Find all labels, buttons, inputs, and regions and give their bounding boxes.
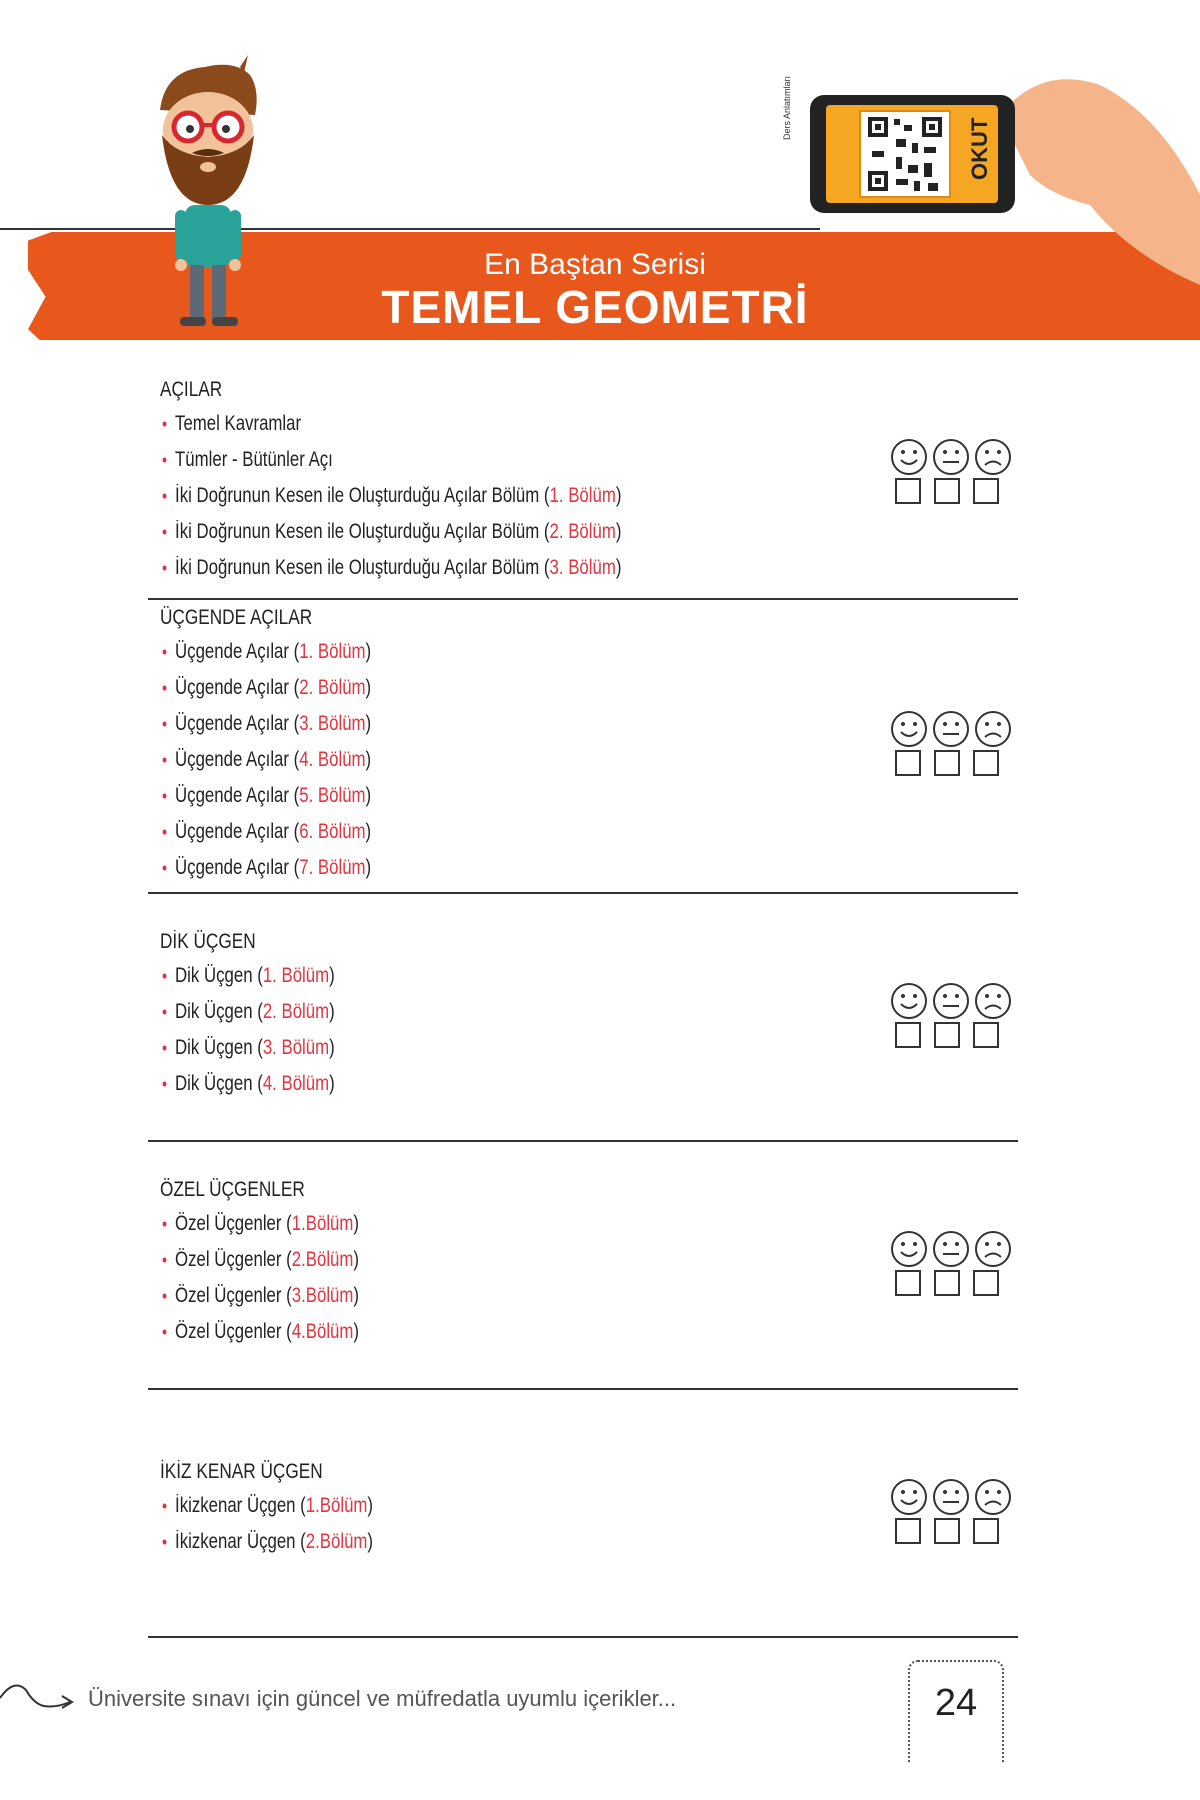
bullet: • — [162, 1074, 168, 1094]
list-item: • Özel Üçgenler (2.Bölüm) — [162, 1248, 359, 1271]
section-title: İKİZ KENAR ÜÇGEN — [160, 1460, 323, 1483]
rating-faces — [890, 982, 1018, 1020]
section-dik-ucgen — [148, 894, 1018, 1142]
bullet: • — [162, 714, 168, 734]
list-item: • Dik Üçgen (2. Bölüm) — [162, 1000, 335, 1023]
sad-face-icon — [974, 1478, 1012, 1516]
rating-faces — [890, 1478, 1018, 1516]
neutral-checkbox[interactable] — [934, 1022, 960, 1048]
rating-checkboxes — [895, 478, 1018, 504]
rating-checkboxes — [895, 1022, 1018, 1048]
mascot-illustration — [140, 55, 280, 330]
list-item: • Üçgende Açılar (3. Bölüm) — [162, 712, 372, 735]
phone-label: Ders Anlatımları — [782, 75, 792, 140]
sad-checkbox[interactable] — [973, 1518, 999, 1544]
footer-tagline: Üniversite sınavı için güncel ve müfredatla uyumlu içerikler... — [88, 1686, 677, 1711]
neutral-face-icon — [932, 982, 970, 1020]
sad-checkbox[interactable] — [973, 1022, 999, 1048]
rating-widget — [890, 438, 1018, 504]
list-item: • Özel Üçgenler (1.Bölüm) — [162, 1212, 359, 1235]
bullet: • — [162, 1038, 168, 1058]
list-item: • İki Doğrunun Kesen ile Oluşturduğu Açılar Bölüm (2. Bölüm) — [162, 520, 622, 543]
rating-faces — [890, 1230, 1018, 1268]
happy-face-icon — [890, 710, 928, 748]
list-item: • Üçgende Açılar (1. Bölüm) — [162, 640, 372, 663]
bullet: • — [162, 414, 168, 434]
bullet: • — [162, 486, 168, 506]
happy-checkbox[interactable] — [895, 478, 921, 504]
bullet: • — [162, 1002, 168, 1022]
bullet: • — [162, 1214, 168, 1234]
section-ucgende-acilar — [148, 600, 1018, 894]
bullet: • — [162, 750, 168, 770]
section-title: DİK ÜÇGEN — [160, 930, 256, 953]
bullet: • — [162, 1286, 168, 1306]
section-ozel-ucgenler — [148, 1142, 1018, 1390]
sad-face-icon — [974, 1230, 1012, 1268]
rating-checkboxes — [895, 750, 1018, 776]
book-title: TEMEL GEOMETRİ — [381, 281, 809, 333]
rating-widget — [890, 710, 1018, 776]
neutral-face-icon — [932, 438, 970, 476]
bullet: • — [162, 858, 168, 878]
list-item: • Üçgende Açılar (6. Bölüm) — [162, 820, 372, 843]
bullet: • — [162, 786, 168, 806]
list-item: • İkizkenar Üçgen (2.Bölüm) — [162, 1530, 374, 1553]
list-item: • Dik Üçgen (3. Bölüm) — [162, 1036, 335, 1059]
sad-checkbox[interactable] — [973, 478, 999, 504]
header-divider — [0, 228, 820, 230]
rating-widget — [890, 1230, 1018, 1296]
bullet: • — [162, 642, 168, 662]
bullet: • — [162, 1532, 168, 1552]
happy-checkbox[interactable] — [895, 1518, 921, 1544]
rating-checkboxes — [895, 1270, 1018, 1296]
neutral-face-icon — [932, 1478, 970, 1516]
rating-faces — [890, 438, 1018, 476]
list-item: • İki Doğrunun Kesen ile Oluşturduğu Açılar Bölüm (3. Bölüm) — [162, 556, 622, 579]
list-item: • Üçgende Açılar (2. Bölüm) — [162, 676, 372, 699]
list-item: • Temel Kavramlar — [162, 412, 302, 435]
section-acilar — [148, 372, 1018, 600]
sad-face-icon — [974, 710, 1012, 748]
sad-face-icon — [974, 982, 1012, 1020]
list-item: • Dik Üçgen (4. Bölüm) — [162, 1072, 335, 1095]
list-item: • Üçgende Açılar (7. Bölüm) — [162, 856, 372, 879]
rating-faces — [890, 710, 1018, 748]
section-title: ÖZEL ÜÇGENLER — [160, 1178, 305, 1201]
neutral-checkbox[interactable] — [934, 1518, 960, 1544]
bullet: • — [162, 1250, 168, 1270]
neutral-checkbox[interactable] — [934, 750, 960, 776]
happy-checkbox[interactable] — [895, 750, 921, 776]
bullet: • — [162, 678, 168, 698]
list-item: • İki Doğrunun Kesen ile Oluşturduğu Açılar Bölüm (1. Bölüm) — [162, 484, 622, 507]
page-number: 24 — [934, 1682, 978, 1724]
sad-checkbox[interactable] — [973, 750, 999, 776]
happy-checkbox[interactable] — [895, 1022, 921, 1048]
list-item: • Üçgende Açılar (5. Bölüm) — [162, 784, 372, 807]
list-item: • Tümler - Bütünler Açı — [162, 448, 333, 471]
rating-widget — [890, 982, 1018, 1048]
list-item: • Üçgende Açılar (4. Bölüm) — [162, 748, 372, 771]
sad-face-icon — [974, 438, 1012, 476]
bullet: • — [162, 522, 168, 542]
happy-checkbox[interactable] — [895, 1270, 921, 1296]
bullet: • — [162, 822, 168, 842]
topic-list — [148, 372, 1018, 1638]
sad-checkbox[interactable] — [973, 1270, 999, 1296]
list-item: • İkizkenar Üçgen (1.Bölüm) — [162, 1494, 374, 1517]
rating-checkboxes — [895, 1518, 1018, 1544]
neutral-face-icon — [932, 710, 970, 748]
neutral-checkbox[interactable] — [934, 478, 960, 504]
list-item: • Özel Üçgenler (4.Bölüm) — [162, 1320, 359, 1343]
qr-phone-illustration — [800, 55, 1200, 285]
bullet: • — [162, 450, 168, 470]
curly-arrow-icon — [0, 1670, 80, 1720]
happy-face-icon — [890, 1478, 928, 1516]
okut-button[interactable]: OKUT — [967, 117, 992, 180]
section-title: AÇILAR — [160, 378, 223, 401]
bullet: • — [162, 966, 168, 986]
section-ikiz-kenar-ucgen — [148, 1390, 1018, 1638]
bullet: • — [162, 1322, 168, 1342]
neutral-checkbox[interactable] — [934, 1270, 960, 1296]
happy-face-icon — [890, 1230, 928, 1268]
bullet: • — [162, 558, 168, 578]
list-item: • Özel Üçgenler (3.Bölüm) — [162, 1284, 359, 1307]
happy-face-icon — [890, 438, 928, 476]
happy-face-icon — [890, 982, 928, 1020]
neutral-face-icon — [932, 1230, 970, 1268]
bullet: • — [162, 1496, 168, 1516]
section-title: ÜÇGENDE AÇILAR — [160, 606, 313, 629]
rating-widget — [890, 1478, 1018, 1544]
series-name: En Baştan Serisi — [484, 248, 706, 281]
list-item: • Dik Üçgen (1. Bölüm) — [162, 964, 335, 987]
